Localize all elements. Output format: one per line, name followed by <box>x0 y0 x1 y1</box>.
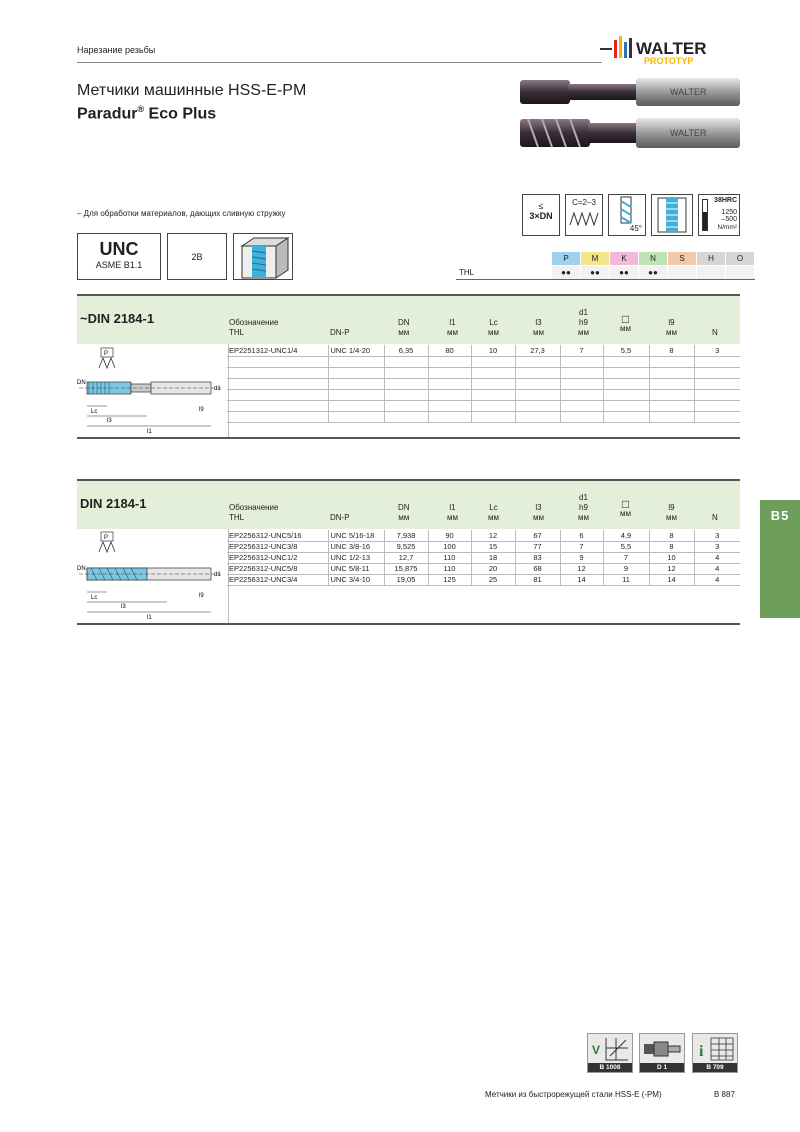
table-cell: 19,05 <box>384 574 428 585</box>
table-cell: 12 <box>560 563 603 574</box>
material-p: P <box>552 252 581 266</box>
table-cell: 14 <box>649 574 694 585</box>
section2-title: DIN 2184-1 <box>80 496 147 511</box>
table-cell <box>649 356 694 367</box>
col-dn: DN мм <box>398 503 410 522</box>
col-l3: l3 мм <box>533 318 544 337</box>
table-row <box>227 552 740 563</box>
table-cell <box>603 400 649 411</box>
table-cell <box>428 378 471 389</box>
table-cell: 20 <box>471 563 515 574</box>
table-cell <box>649 400 694 411</box>
table-cell: UNC 3/4-10 <box>328 574 384 585</box>
material-k: K <box>610 252 639 266</box>
material-groups-table <box>456 251 755 280</box>
table-cell: 110 <box>428 552 471 563</box>
table-cell <box>328 400 384 411</box>
drawing-label-d1: d1 <box>214 386 221 392</box>
table-cell <box>649 378 694 389</box>
table-cell <box>328 389 384 400</box>
table-cell: UNC 1/2-13 <box>328 552 384 563</box>
table-cell: EP2256312-UNC1/2 <box>227 552 328 563</box>
col-n: N <box>712 513 718 522</box>
table-cell <box>428 400 471 411</box>
svg-text:WALTER: WALTER <box>670 87 707 97</box>
table-cell <box>227 400 328 411</box>
col-square: □ мм <box>620 312 631 333</box>
table-cell: EP2256312-UNC5/16 <box>227 530 328 541</box>
material-n: N <box>639 252 668 266</box>
table-cell <box>328 411 384 422</box>
table-cell: 14 <box>560 574 603 585</box>
table-cell <box>560 378 603 389</box>
section1-title: ~DIN 2184-1 <box>80 311 155 326</box>
table-cell <box>694 411 740 422</box>
table-cell <box>384 378 428 389</box>
threaded-hole-icon <box>233 233 293 280</box>
table-cell: 4 <box>694 552 740 563</box>
table-cell <box>515 378 560 389</box>
thread-hole-icon <box>651 194 693 236</box>
table-cell: 15,875 <box>384 563 428 574</box>
table-cell <box>471 356 515 367</box>
table-cell <box>428 411 471 422</box>
table-row <box>227 574 740 585</box>
table-row <box>227 541 740 552</box>
table-cell: UNC 5/8-11 <box>328 563 384 574</box>
table-cell <box>694 378 740 389</box>
table-cell: 67 <box>515 530 560 541</box>
material-mark: ●● <box>639 266 668 280</box>
table-cell <box>227 389 328 400</box>
tolerance-class-box: 2B <box>167 233 227 280</box>
table-cell: 4 <box>694 574 740 585</box>
table-cell <box>471 367 515 378</box>
col-l1: l1 мм <box>447 503 458 522</box>
table-cell <box>384 356 428 367</box>
svg-text:i: i <box>699 1043 704 1060</box>
table-cell: 81 <box>515 574 560 585</box>
material-row-label: THL <box>457 266 552 280</box>
table-cell <box>515 389 560 400</box>
table-cell: 68 <box>515 563 560 574</box>
table-cell: 15 <box>471 541 515 552</box>
chamfer-icon: C=2–3 <box>565 194 603 236</box>
table-cell <box>471 378 515 389</box>
table-cell: 27,3 <box>515 345 560 356</box>
table-row <box>227 356 740 367</box>
table-cell: 5,5 <box>603 345 649 356</box>
hardness-icon: 38HRC 1250 –500 N/mm² <box>698 194 740 236</box>
table-cell <box>649 367 694 378</box>
drawing-label-lc: Lc <box>91 595 98 601</box>
table-cell: 77 <box>515 541 560 552</box>
material-mark: ●● <box>581 266 610 280</box>
chapter-tab[interactable]: B5 <box>760 500 800 618</box>
table-cell <box>694 400 740 411</box>
table-cell: 25 <box>471 574 515 585</box>
table-row <box>227 530 740 541</box>
drawing-label-l9: l9 <box>199 593 204 599</box>
table-cell <box>515 411 560 422</box>
table-cell <box>328 378 384 389</box>
table-row <box>227 411 740 422</box>
col-l1: l1 мм <box>447 318 458 337</box>
col-designation: Обозначение <box>229 318 279 327</box>
drawing-label-l9: l9 <box>199 407 204 413</box>
col-square: □ мм <box>620 497 631 518</box>
table-cell: 6,35 <box>384 345 428 356</box>
col-dnp: DN-P <box>330 513 350 522</box>
material-mark <box>726 266 755 280</box>
product-name: Paradur® Eco Plus <box>77 104 217 123</box>
table-row <box>227 400 740 411</box>
table-cell <box>384 400 428 411</box>
material-mark: ●● <box>610 266 639 280</box>
drawing-label-p: P <box>104 535 109 541</box>
table-cell: 90 <box>428 530 471 541</box>
col-lc: Lc мм <box>488 503 499 522</box>
table-cell <box>384 411 428 422</box>
table-cell: 18 <box>471 552 515 563</box>
material-mark <box>697 266 726 280</box>
table-cell: 9 <box>560 552 603 563</box>
material-mark <box>668 266 697 280</box>
vc-chart-icon <box>588 1034 632 1064</box>
material-o: O <box>726 252 755 266</box>
application-note: – Для обработки материалов, дающих сливную стружку <box>77 209 286 218</box>
col-d1: d1 h9 мм <box>578 308 589 337</box>
table-cell <box>603 411 649 422</box>
table-cell <box>471 400 515 411</box>
col-thl: THL <box>229 328 245 337</box>
table-cell <box>694 356 740 367</box>
table-row <box>227 345 740 356</box>
table-cell <box>603 367 649 378</box>
table-cell <box>603 356 649 367</box>
table-cell: 7,938 <box>384 530 428 541</box>
table-cell <box>560 400 603 411</box>
table-cell <box>328 356 384 367</box>
tap-drawing-spiral <box>77 530 225 627</box>
table-cell: UNC 3/8-16 <box>328 541 384 552</box>
table-cell <box>649 389 694 400</box>
table-cell: 80 <box>428 345 471 356</box>
svg-text:V: V <box>592 1043 601 1057</box>
table-cell <box>560 411 603 422</box>
page-title: Метчики машинные HSS-E-PM <box>77 82 307 99</box>
ref-link-b709[interactable]: i B 709 <box>692 1033 738 1073</box>
table-cell: 110 <box>428 563 471 574</box>
depth-icon: ≤ 3×DN <box>522 194 560 236</box>
table-cell: 12 <box>649 563 694 574</box>
table-cell <box>471 389 515 400</box>
table-cell <box>560 356 603 367</box>
col-n: N <box>712 328 718 337</box>
table-cell <box>603 389 649 400</box>
col-dnp: DN-P <box>330 328 350 337</box>
page-number: B 887 <box>714 1090 735 1099</box>
table-row <box>227 563 740 574</box>
table-cell: 10 <box>649 552 694 563</box>
material-m: M <box>581 252 610 266</box>
tap-drawing-straight <box>77 346 225 441</box>
table-cell <box>227 356 328 367</box>
table-cell: EP2251312-UNC1/4 <box>227 345 328 356</box>
material-h: H <box>697 252 726 266</box>
table-cell <box>428 389 471 400</box>
table-cell: 12,7 <box>384 552 428 563</box>
table-cell <box>515 356 560 367</box>
thread-type-box: UNC ASME B1.1 <box>77 233 161 280</box>
spiral-flute-icon: 45° <box>608 194 646 236</box>
table-cell: EP2256312-UNC3/4 <box>227 574 328 585</box>
section1-table <box>227 345 740 423</box>
tool-image-straight <box>520 72 745 117</box>
material-s: S <box>668 252 697 266</box>
table-cell <box>227 367 328 378</box>
table-cell <box>328 367 384 378</box>
drawing-label-l3: l3 <box>121 604 126 610</box>
col-d1: d1 h9 мм <box>578 493 589 522</box>
table-cell: 9 <box>603 563 649 574</box>
drawing-label-l3: l3 <box>107 418 112 424</box>
drawing-label-dn: DN <box>77 380 86 386</box>
table-cell: EP2256312-UNC3/8 <box>227 541 328 552</box>
table-cell: 3 <box>694 530 740 541</box>
table-cell <box>384 367 428 378</box>
table-cell: 3 <box>694 541 740 552</box>
col-l9: l9 мм <box>666 503 677 522</box>
table-cell: 5,5 <box>603 541 649 552</box>
table-cell <box>560 389 603 400</box>
col-designation: Обозначение <box>229 503 279 512</box>
table-cell: 12 <box>471 530 515 541</box>
table-cell <box>515 400 560 411</box>
table-cell: 8 <box>649 541 694 552</box>
table-cell <box>384 389 428 400</box>
tap-holder-icon <box>640 1034 684 1064</box>
table-cell <box>227 411 328 422</box>
table-cell: 7 <box>560 541 603 552</box>
col-l3: l3 мм <box>533 503 544 522</box>
table-cell: UNC 5/16-18 <box>328 530 384 541</box>
material-mark: ●● <box>552 266 581 280</box>
footer-text: Метчики из быстрорежущей стали HSS-E (-PM) <box>485 1090 662 1099</box>
drawing-label-d1: d1 <box>214 572 221 578</box>
table-cell <box>227 378 328 389</box>
table-cell <box>649 411 694 422</box>
table-cell: 100 <box>428 541 471 552</box>
table-cell <box>428 356 471 367</box>
table-cell: 7 <box>560 345 603 356</box>
table-cell <box>560 367 603 378</box>
table-cell <box>428 367 471 378</box>
table-cell: 4 <box>694 563 740 574</box>
table-cell: 10 <box>471 345 515 356</box>
header-rule <box>77 62 602 63</box>
walter-logo <box>600 30 745 72</box>
section2-table <box>227 530 740 586</box>
table-cell: 83 <box>515 552 560 563</box>
table-cell: 125 <box>428 574 471 585</box>
table-row <box>227 367 740 378</box>
table-row <box>227 378 740 389</box>
table-cell: 6 <box>560 530 603 541</box>
table-cell <box>515 367 560 378</box>
drawing-label-l1: l1 <box>147 615 152 621</box>
drawing-label-l1: l1 <box>147 429 152 435</box>
ref-link-b1008[interactable]: V B 1008 <box>587 1033 633 1073</box>
drawing-label-lc: Lc <box>91 409 98 415</box>
tool-image-spiral <box>520 113 745 158</box>
drawing-label-p: P <box>104 351 109 357</box>
brand-text: WALTER <box>636 39 707 58</box>
drawing-label-dn: DN <box>77 566 86 572</box>
col-dn: DN мм <box>398 318 410 337</box>
svg-text:WALTER: WALTER <box>670 128 707 138</box>
info-table-icon <box>693 1034 737 1064</box>
section-label: Нарезание резьбы <box>77 45 156 55</box>
table-cell: 11 <box>603 574 649 585</box>
table-cell: 3 <box>694 345 740 356</box>
col-lc: Lc мм <box>488 318 499 337</box>
ref-link-d1[interactable]: D 1 <box>639 1033 685 1073</box>
brand-sub-text: PROTOTYP <box>644 56 694 66</box>
table-cell <box>694 367 740 378</box>
table-cell <box>603 378 649 389</box>
col-thl: THL <box>229 513 245 522</box>
table-cell: 7 <box>603 552 649 563</box>
table-cell: 8 <box>649 530 694 541</box>
table-cell: 8 <box>649 345 694 356</box>
table-row <box>227 389 740 400</box>
table-cell: 4,9 <box>603 530 649 541</box>
table-cell <box>694 389 740 400</box>
table-cell: 9,525 <box>384 541 428 552</box>
table-cell <box>471 411 515 422</box>
table-cell: UNC 1/4-20 <box>328 345 384 356</box>
table-cell: EP2256312-UNC5/8 <box>227 563 328 574</box>
col-l9: l9 мм <box>666 318 677 337</box>
